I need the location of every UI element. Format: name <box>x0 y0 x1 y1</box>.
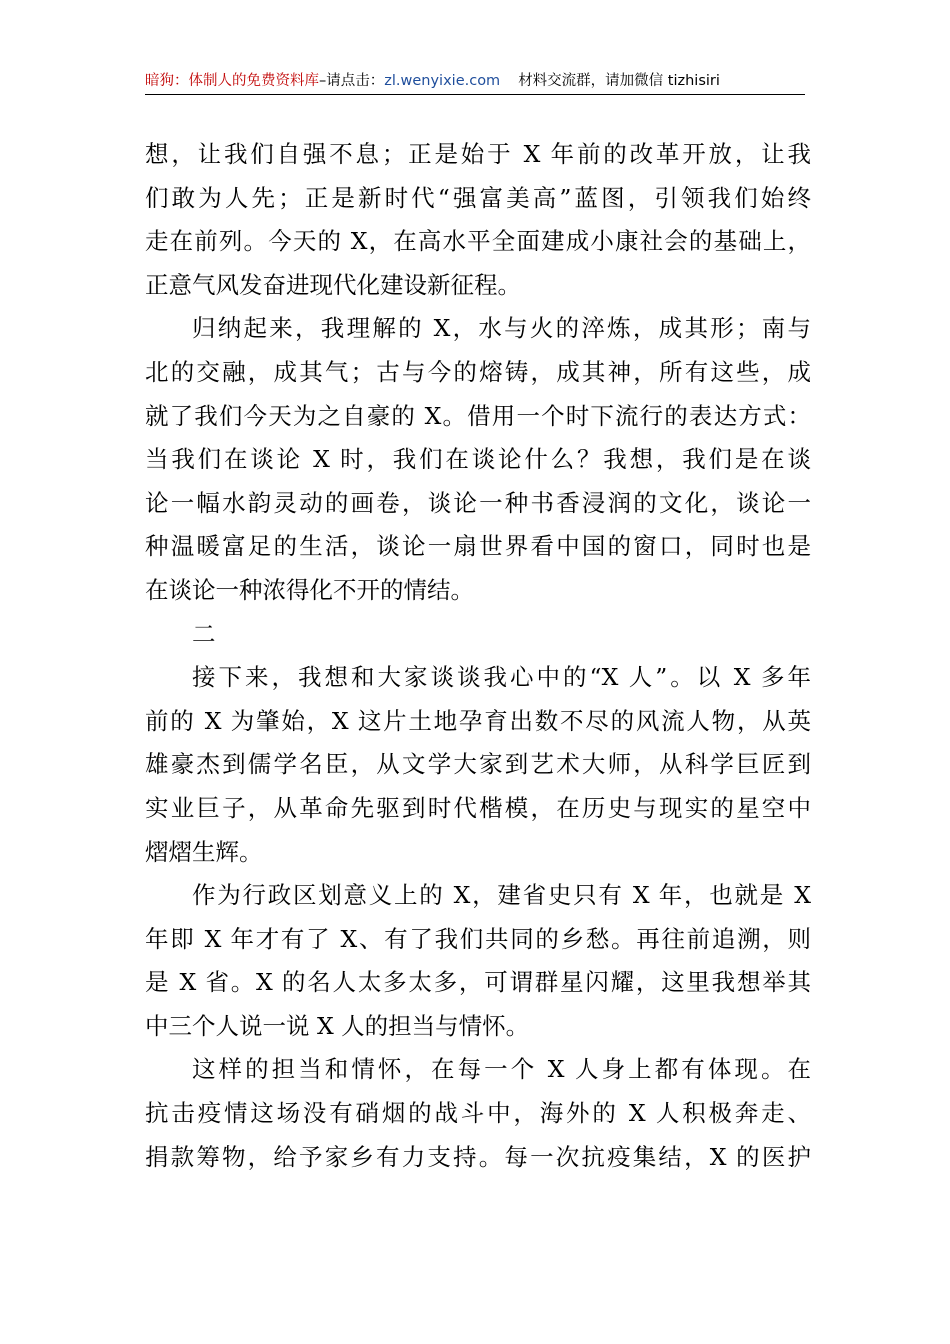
text-line: 接下来，我想和大家谈谈我心中的“X 人”。以 X 多年 <box>192 663 811 692</box>
header-site-link[interactable]: zl.wenyixie.com <box>384 73 501 89</box>
text-line: 们敢为人先；正是新时代“强富美高”蓝图，引领我们始终 <box>145 183 811 212</box>
text-line: 就了我们今天为之自豪的 X。借用一个时下流行的表达方式： <box>145 401 811 430</box>
text-line: 在谈论一种浓得化不开的情结。 <box>145 575 474 604</box>
text-line: 捐款筹物，给予家乡有力支持。每一次抗疫集结，X 的医护 <box>145 1142 811 1171</box>
text-line: 实业巨子，从革命先驱到时代楷模，在历史与现实的星空中 <box>145 793 811 822</box>
text-line: 是 X 省。X 的名人太多太多，可谓群星闪耀，这里我想举其 <box>145 968 811 997</box>
text-line: 归纳起来，我理解的 X，水与火的淬炼，成其形；南与 <box>192 314 811 343</box>
header-click-prompt: –请点击： <box>319 73 385 89</box>
text-line: 走在前列。今天的 X，在高水平全面建成小康社会的基础上， <box>145 227 811 256</box>
text-line: 想，让我们自强不息；正是始于 X 年前的改革开放，让我 <box>145 140 811 168</box>
text-line: 北的交融，成其气；古与今的熔铸，成其神，所有这些，成 <box>145 357 811 386</box>
header-brand[interactable]: 暗狗：体制人的免费资料库 <box>145 73 319 89</box>
text-line: 中三个人说一说 X 人的担当与情怀。 <box>145 1011 530 1040</box>
text-line: 论一幅水韵灵动的画卷，谈论一种书香浸润的文化，谈论一 <box>145 488 811 517</box>
text-line: 正意气风发奋进现代化建设新征程。 <box>145 270 521 299</box>
header-divider <box>145 94 805 95</box>
text-line: 熠熠生辉。 <box>145 837 263 866</box>
text-line: 雄豪杰到儒学名臣，从文学大家到艺术大师，从科学巨匠到 <box>145 750 811 779</box>
text-line: 作为行政区划意义上的 X，建省史只有 X 年，也就是 X <box>192 881 811 910</box>
page-header <box>145 70 805 96</box>
text-line: 这样的担当和情怀，在每一个 X 人身上都有体现。在 <box>192 1055 811 1084</box>
text-line: 种温暖富足的生活，谈论一扇世界看中国的窗口，同时也是 <box>145 532 811 561</box>
text-line: 抗击疫情这场没有硝烟的战斗中，海外的 X 人积极奔走、 <box>145 1099 811 1128</box>
text-line: 前的 X 为肇始，X 这片土地孕育出数不尽的风流人物，从英 <box>145 706 811 735</box>
text-line: 年即 X 年才有了 X、有了我们共同的乡愁。再往前追溯，则 <box>145 924 811 953</box>
document-body <box>145 133 811 1179</box>
section-number: 二 <box>192 619 216 648</box>
text-line: 当我们在谈论 X 时，我们在谈论什么？我想，我们是在谈 <box>145 445 811 474</box>
header-group-note: 材料交流群，请加微信 tizhisiri <box>518 73 720 89</box>
